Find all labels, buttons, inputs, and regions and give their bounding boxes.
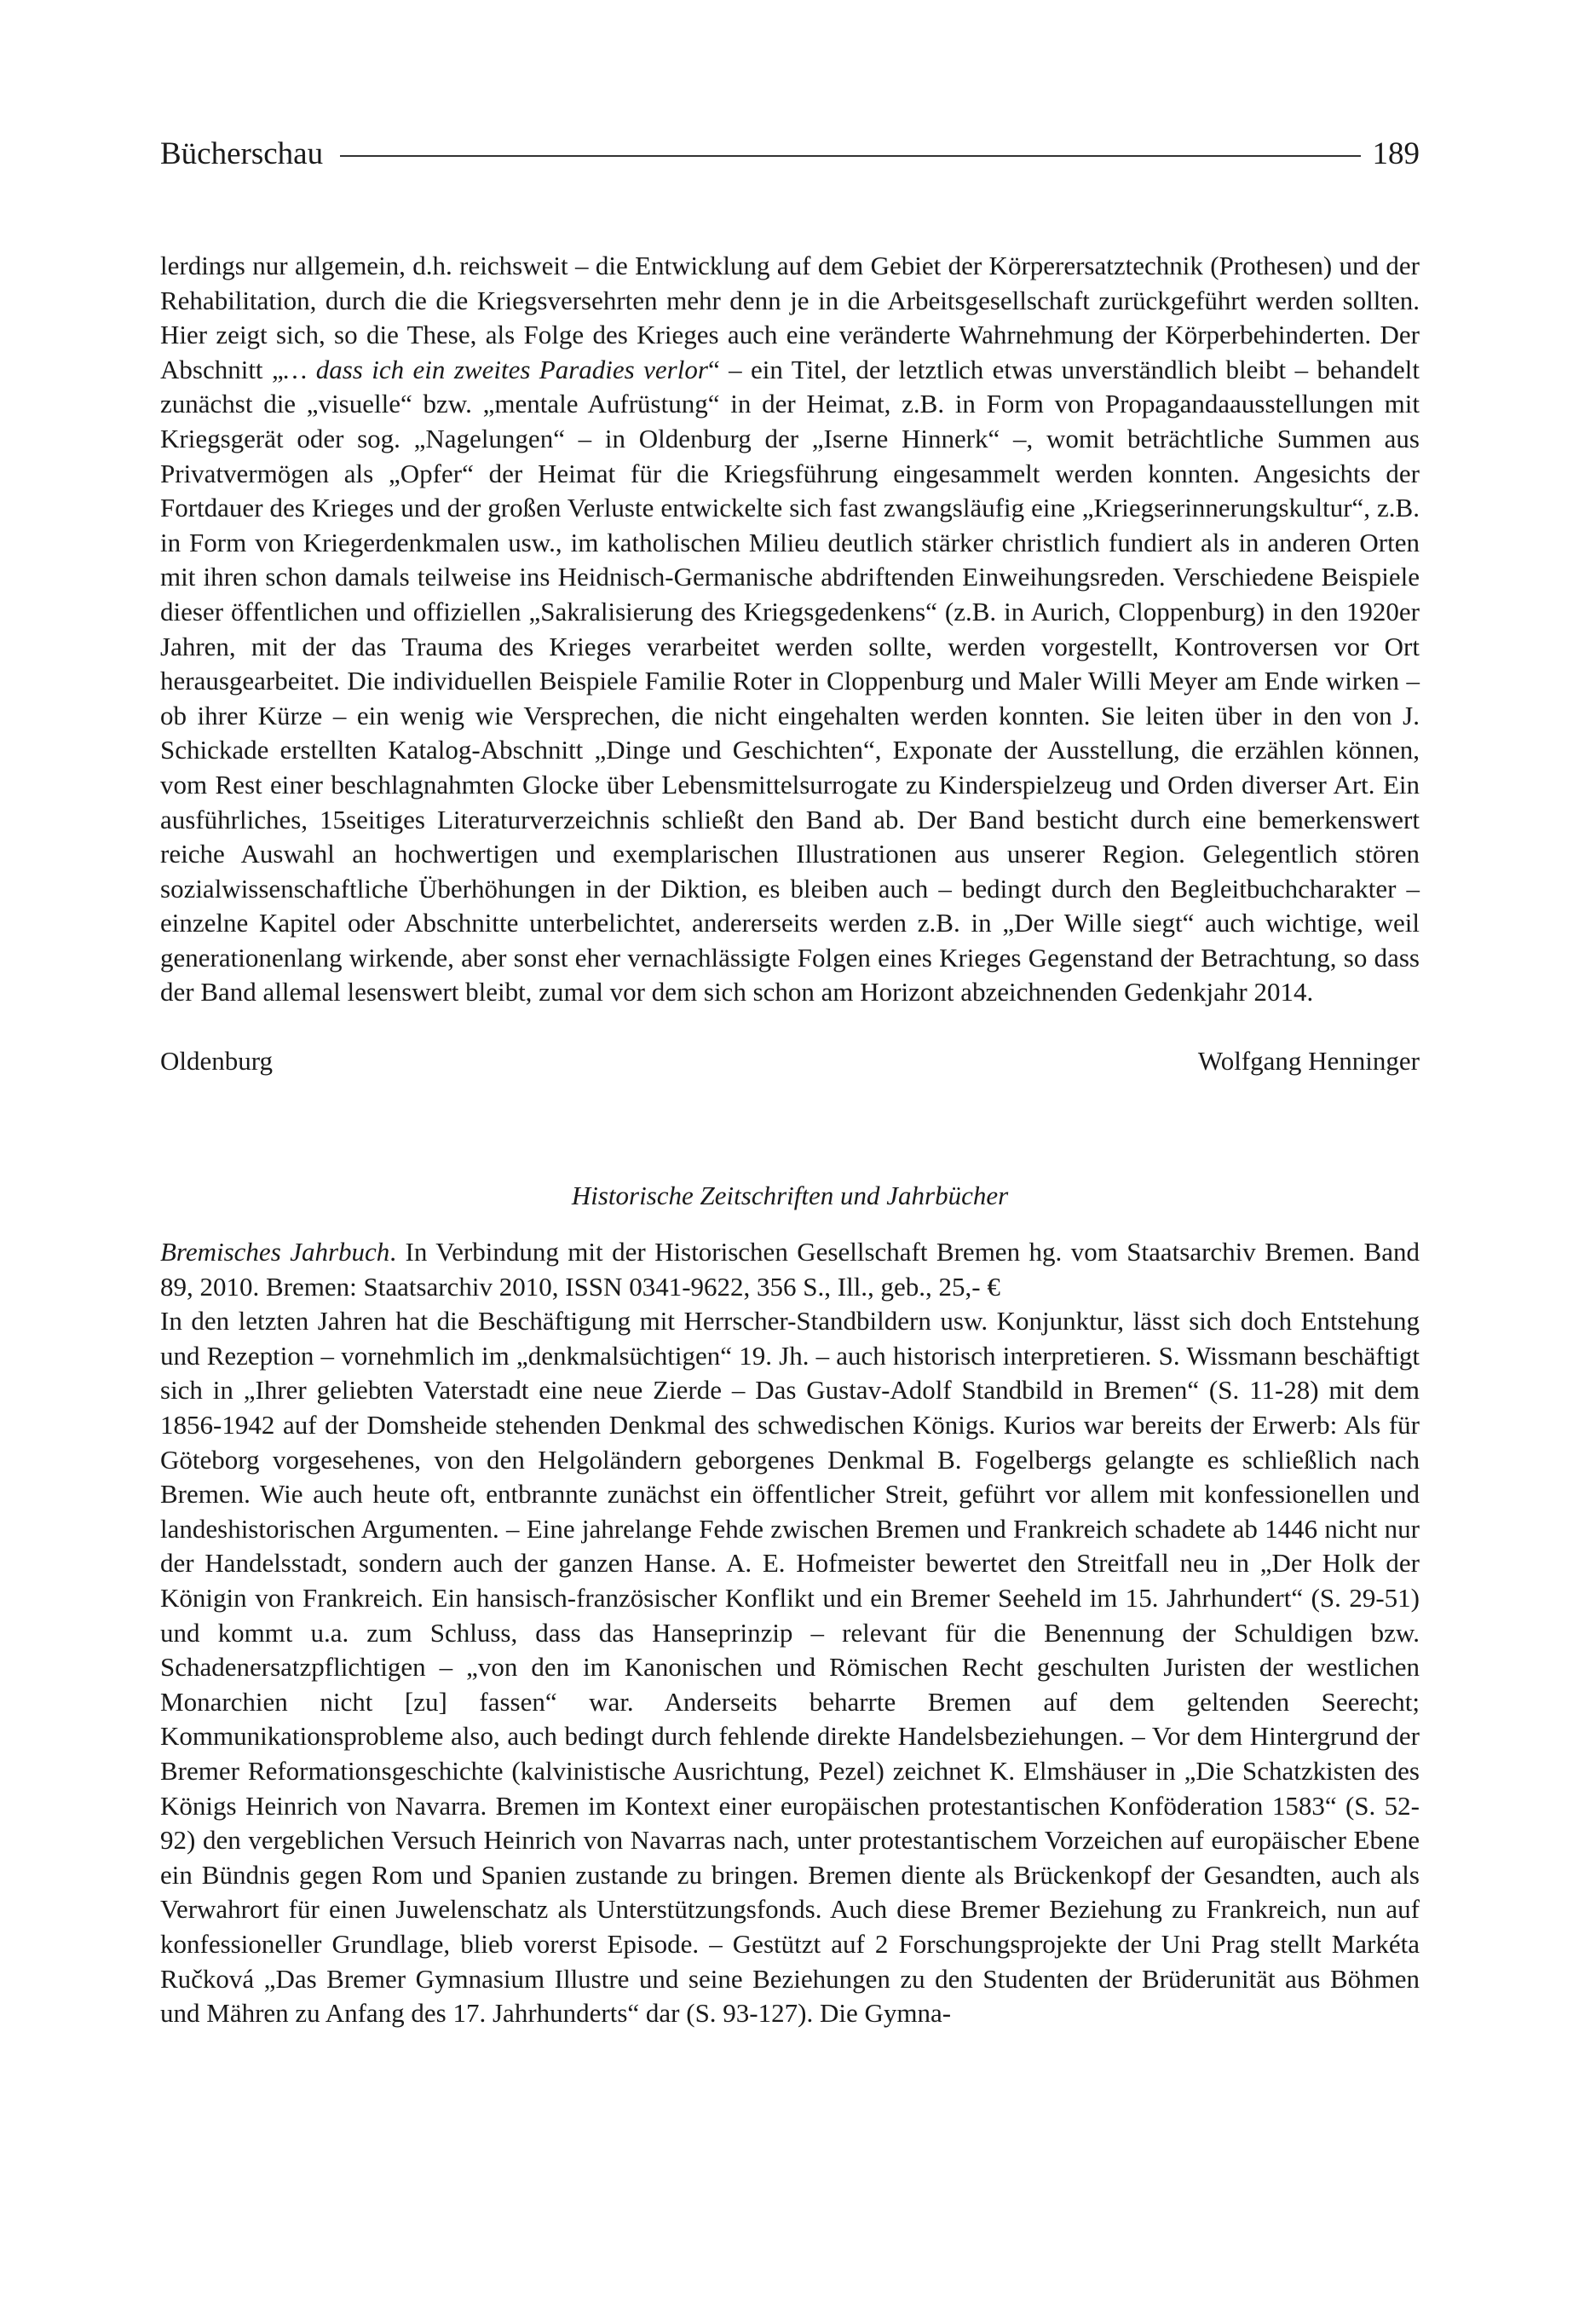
signature-author: Wolfgang Henninger bbox=[1197, 1046, 1420, 1077]
running-header bbox=[160, 128, 1420, 179]
header-rule bbox=[340, 155, 1360, 157]
review-text-part: “ – ein Titel, der letztlich etwas unverständlich bleibt – behandelt zunächst die „visuelle“ bzw. „mentale Aufrüstung“ in der Heimat, z.B. in Form von Propagandaausstellungen mit Kriegsgerät oder sog. „Nagelungen“ – in Oldenburg der „Iserne Hinnerk“ –, womit beträchtliche Summen aus Privatvermögen als „Opfer“ der Heimat für die Kriegsführung eingesammelt werden konnten. Angesichts der Fortdauer des Krieges und der großen Verluste entwickelte sich fast zwangsläufig eine „Kriegserinnerungskultur“, z.B. in Form von Kriegerdenkmalen usw., im katholischen Milieu deutlich stärker christlich fundiert als in anderen Orten mit ihren schon damals teilweise ins Heidnisch-Germanische abdriftenden Einweihungsreden. Verschiedene Beispiele dieser öffentlichen und offiziellen „Sakralisierung des Kriegsgedenkens“ (z.B. in Aurich, Cloppenburg) in den 1920er Jahren, mit der das Trauma des Krieges verarbeitet werden sollte, werden vorgestellt, Kontroversen vor Ort herausgearbeitet. Die individuellen Beispiele Familie Roter in Cloppenburg und Maler Willi Meyer am Ende wirken – ob ihrer Kürze – ein wenig wie Versprechen, die nicht eingehalten werden konnten. Sie leiten über in den von J. Schickade erstellten Katalog-Abschnitt „Dinge und Geschichten“, Exponate der Ausstellung, die erzählen können, vom Rest einer beschlagnahmten Glocke über Lebensmittelsurrogate zu Kinderspielzeug und Orden diverser Art. Ein ausführliches, 15seitiges Literaturverzeichnis schließt den Band ab. Der Band besticht durch eine bemerkenswert reiche Auswahl an hochwertigen und exemplarischen Illustrationen aus unserer Region. Gelegentlich stören sozialwissenschaftliche Überhöhungen in der Diktion, es bleiben auch – bedingt durch den Begleitbuchcharakter – einzelne Kapitel oder Abschnitte unterbelichtet, andererseits werden z.B. in „Der Wille siegt“ auch wichtige, weil generationenlang wirkende, aber sonst eher vernachlässigte Folgen eines Krieges Gegenstand der Betrachtung, so dass der Band allemal lesenswert bleibt, zumal vor dem sich schon am Horizont abzeichnenden Gedenkjahr 2014. bbox=[160, 354, 1420, 1007]
page-number: 189 bbox=[1372, 136, 1420, 171]
bibliographic-details: . In Verbindung mit der Historischen Gesellschaft Bremen hg. vom Staatsarchiv Bremen. Band 89, 2010. Bremen: Staatsarchiv 2010, ISSN 0341-9622, 356 S., Ill., geb., 25,- € bbox=[160, 1237, 1420, 1302]
running-header-title: Bücherschau bbox=[160, 136, 324, 171]
journal-title: Bremisches Jahrbuch bbox=[160, 1237, 390, 1267]
review-continuation-paragraph bbox=[160, 249, 1420, 1010]
quoted-section-title: … dass ich ein zweites Paradies verlor bbox=[283, 354, 708, 384]
review-text-part: lerdings nur allgemein, d.h. reichsweit – die Entwicklung auf dem Gebiet der Körperersatztechnik (Prothesen) und der Rehabilitation, durch die die Kriegsversehrten mehr denn je in die Arbeitsgesellschaft zurückgeführt werden sollten. Hier zeigt sich, so die These, als Folge des Krieges auch eine veränderte Wahrnehmung der Körperbehinderten. Der Abschnitt „ bbox=[160, 251, 1420, 384]
bibliographic-entry bbox=[160, 1235, 1420, 1304]
page bbox=[160, 128, 1420, 2031]
review-signature bbox=[160, 1046, 1420, 1077]
section-heading: Historische Zeitschriften und Jahrbücher bbox=[571, 1181, 1009, 1211]
signature-place: Oldenburg bbox=[160, 1046, 274, 1077]
review-paragraph: In den letzten Jahren hat die Beschäftigung mit Herrscher-Standbildern usw. Konjunktur, lässt sich doch Entstehung und Rezeption – vornehmlich im „denkmalsüchtigen“ 19. Jh. – auch historisch interpretieren. S. Wissmann beschäftigt sich in „Ihrer geliebten Vaterstadt eine neue Zierde – Das Gustav-Adolf Standbild in Bremen“ (S. 11-28) mit dem 1856-1942 auf der Domsheide stehenden Denkmal des schwedischen Königs. Kurios war bereits der Erwerb: Als für Göteborg vorgesehenes, von den Helgoländern geborgenes Denkmal B. Fogelbergs gelangte es schließlich nach Bremen. Wie auch heute oft, entbrannte zunächst ein öffentlicher Streit, geführt vor allem mit konfessionellen und landeshistorischen Argumenten. – Eine jahrelange Fehde zwischen Bremen und Frankreich schadete ab 1446 nicht nur der Handelsstadt, sondern auch der ganzen Hanse. A. E. Hofmeister bewertet den Streitfall neu in „Der Holk der Königin von Frankreich. Ein hansisch-französischer Konflikt und ein Bremer Seeheld im 15. Jahrhundert“ (S. 29-51) und kommt u.a. zum Schluss, dass das Hanseprinzip – relevant für die Benennung der Schuldigen bzw. Schadenersatzpflichtigen – „von den im Kanonischen und Römischen Recht geschulten Juristen der westlichen Monarchien nicht [zu] fassen“ war. Anderseits beharrte Bremen auf dem geltenden Seerecht; Kommunikationsprobleme also, auch bedingt durch fehlende direkte Handelsbeziehungen. – Vor dem Hintergrund der Bremer Reformationsgeschichte (kalvinistische Ausrichtung, Pezel) zeichnet K. Elmshäuser in „Die Schatzkisten des Königs Heinrich von Navarra. Bremen im Kontext einer europäischen protestantischen Konföderation 1583“ (S. 52-92) den vergeblichen Versuch Heinrich von Navarras nach, unter protestantischem Vorzeichen auf europäischer Ebene ein Bündnis gegen Rom und Spanien zustande zu bringen. Bremen diente als Brückenkopf der Gesandten, auch als Verwahrort für einen Juwelenschatz als Unterstützungsfonds. Auch diese Bremer Beziehung zu Frankreich, nun auf konfessioneller Grundlage, blieb vorerst Episode. – Gestützt auf 2 Forschungsprojekte der Uni Prag stellt Markéta Ručková „Das Bremer Gymnasium Illustre und seine Beziehungen zu den Studenten der Brüderunität aus Böhmen und Mähren zu Anfang des 17. Jahrhunderts“ dar (S. 93-127). Die Gymna- bbox=[160, 1306, 1420, 2029]
